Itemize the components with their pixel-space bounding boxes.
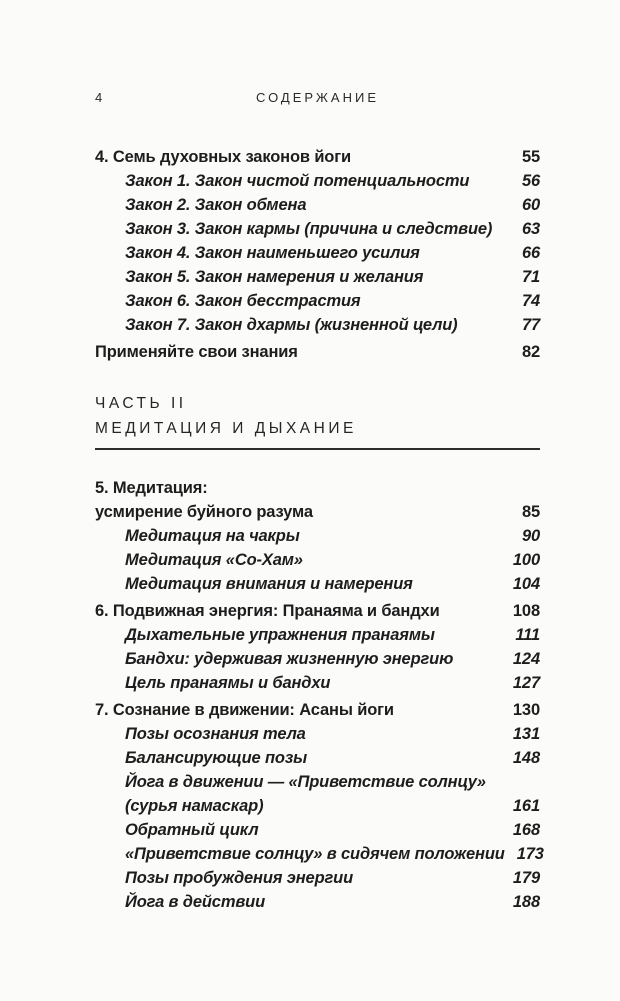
part-title: МЕДИТАЦИЯ И ДЫХАНИЕ bbox=[95, 420, 357, 437]
toc-entry-page-number: 124 bbox=[512, 650, 540, 668]
toc-entry-line bbox=[95, 313, 540, 337]
toc-entry-page-number: 168 bbox=[512, 821, 540, 839]
toc-entry-line bbox=[95, 340, 540, 364]
toc-entry-page-number: 74 bbox=[521, 292, 540, 310]
toc-section-part1 bbox=[95, 145, 540, 364]
toc-entry-title: Йога в действии bbox=[125, 893, 266, 911]
toc-entry-title: 5. Медитация: bbox=[95, 479, 208, 497]
toc-entry-title: 4. Семь духовных законов йоги bbox=[95, 148, 351, 166]
toc-entry-line bbox=[95, 794, 540, 818]
toc-entry-page-number: 66 bbox=[521, 244, 540, 262]
part-heading bbox=[95, 391, 540, 450]
toc-entry-line bbox=[95, 241, 540, 265]
toc-entry-title: «Приветствие солнцу» в сидячем положении bbox=[125, 845, 505, 863]
toc-entry-page-number: 179 bbox=[512, 869, 540, 887]
toc-entry-title: (сурья намаскар) bbox=[125, 797, 264, 815]
toc-entry-line bbox=[95, 890, 540, 914]
toc-entry-title: 7. Сознание в движении: Асаны йоги bbox=[95, 701, 394, 719]
toc-entry-title: Медитация на чакры bbox=[125, 527, 300, 545]
toc-entry-title: Балансирующие позы bbox=[125, 749, 308, 767]
toc-entry-page-number: 56 bbox=[521, 172, 540, 190]
toc-entry-title: Дыхательные упражнения пранаямы bbox=[125, 626, 435, 644]
running-title: СОДЕРЖАНИЕ bbox=[255, 90, 379, 105]
toc-entry-line bbox=[95, 265, 540, 289]
toc-entry-line bbox=[95, 289, 540, 313]
page-header bbox=[95, 90, 540, 108]
toc-entry-page-number: 127 bbox=[512, 674, 540, 692]
toc-entry-page-number: 161 bbox=[512, 797, 540, 815]
part-label: ЧАСТЬ II bbox=[95, 395, 187, 412]
toc-entry-line bbox=[95, 524, 540, 548]
toc-entry-line bbox=[95, 145, 540, 169]
toc-entry-title: Закон 3. Закон кармы (причина и следствие) bbox=[125, 220, 493, 238]
toc-entry-title: Закон 1. Закон чистой потенциальности bbox=[125, 172, 470, 190]
toc-entry-title: Закон 7. Закон дхармы (жизненной цели) bbox=[125, 316, 458, 334]
toc-entry-line bbox=[95, 599, 540, 623]
toc-entry-line bbox=[95, 722, 540, 746]
toc-entry-line bbox=[95, 746, 540, 770]
toc-entry-line bbox=[95, 572, 540, 596]
toc-entry-page-number: 148 bbox=[512, 749, 540, 767]
toc-entry-page-number: 108 bbox=[512, 602, 540, 620]
toc-entry-title: Позы пробуждения энергии bbox=[125, 869, 354, 887]
toc-entry-page-number: 60 bbox=[521, 196, 540, 214]
toc-entry-title: Йога в движении — «Приветствие солнцу» bbox=[125, 773, 486, 791]
toc-entry-line bbox=[95, 476, 540, 500]
table-of-contents bbox=[95, 145, 544, 914]
toc-entry-page-number: 71 bbox=[521, 268, 540, 286]
toc-entry-page-number: 82 bbox=[521, 343, 540, 361]
toc-entry-title: 6. Подвижная энергия: Пранаяма и бандхи bbox=[95, 602, 440, 620]
toc-entry-title: Закон 2. Закон обмена bbox=[125, 196, 307, 214]
folio-page-number: 4 bbox=[95, 90, 106, 105]
toc-entry-page-number: 131 bbox=[512, 725, 540, 743]
toc-entry-page-number: 63 bbox=[521, 220, 540, 238]
toc-entry-title: усмирение буйного разума bbox=[95, 503, 313, 521]
toc-entry-line bbox=[95, 842, 544, 866]
toc-entry-line bbox=[95, 818, 540, 842]
toc-entry-line bbox=[95, 770, 540, 794]
toc-entry-line bbox=[95, 169, 540, 193]
toc-entry-title: Обратный цикл bbox=[125, 821, 259, 839]
toc-entry-title: Медитация внимания и намерения bbox=[125, 575, 413, 593]
toc-entry-page-number: 100 bbox=[512, 551, 540, 569]
toc-entry-title: Цель пранаямы и бандхи bbox=[125, 674, 331, 692]
toc-entry-line bbox=[95, 623, 540, 647]
toc-entry-page-number: 130 bbox=[512, 701, 540, 719]
toc-entry-line bbox=[95, 500, 540, 524]
toc-section-part2 bbox=[95, 476, 544, 914]
toc-entry-line bbox=[95, 866, 540, 890]
toc-entry-page-number: 111 bbox=[515, 626, 540, 644]
toc-entry-line bbox=[95, 217, 540, 241]
toc-entry-line bbox=[95, 698, 540, 722]
toc-entry-title: Позы осознания тела bbox=[125, 725, 306, 743]
toc-entry-title: Медитация «Со-Хам» bbox=[125, 551, 303, 569]
toc-entry-line bbox=[95, 671, 540, 695]
toc-entry-page-number: 77 bbox=[521, 316, 540, 334]
toc-entry-title: Применяйте свои знания bbox=[95, 343, 298, 361]
toc-entry-page-number: 188 bbox=[512, 893, 540, 911]
toc-entry-line bbox=[95, 647, 540, 671]
toc-entry-page-number: 55 bbox=[521, 148, 540, 166]
toc-entry-page-number: 85 bbox=[521, 503, 540, 521]
toc-entry-title: Закон 4. Закон наименьшего усилия bbox=[125, 244, 420, 262]
toc-entry-line bbox=[95, 193, 540, 217]
toc-entry-page-number: 90 bbox=[521, 527, 540, 545]
toc-entry-page-number: 104 bbox=[512, 575, 540, 593]
toc-entry-page-number: 173 bbox=[516, 845, 544, 863]
toc-entry-title: Бандхи: удерживая жизненную энергию bbox=[125, 650, 454, 668]
toc-entry-line bbox=[95, 548, 540, 572]
toc-entry-title: Закон 6. Закон бесстрастия bbox=[125, 292, 361, 310]
toc-entry-title: Закон 5. Закон намерения и желания bbox=[125, 268, 424, 286]
